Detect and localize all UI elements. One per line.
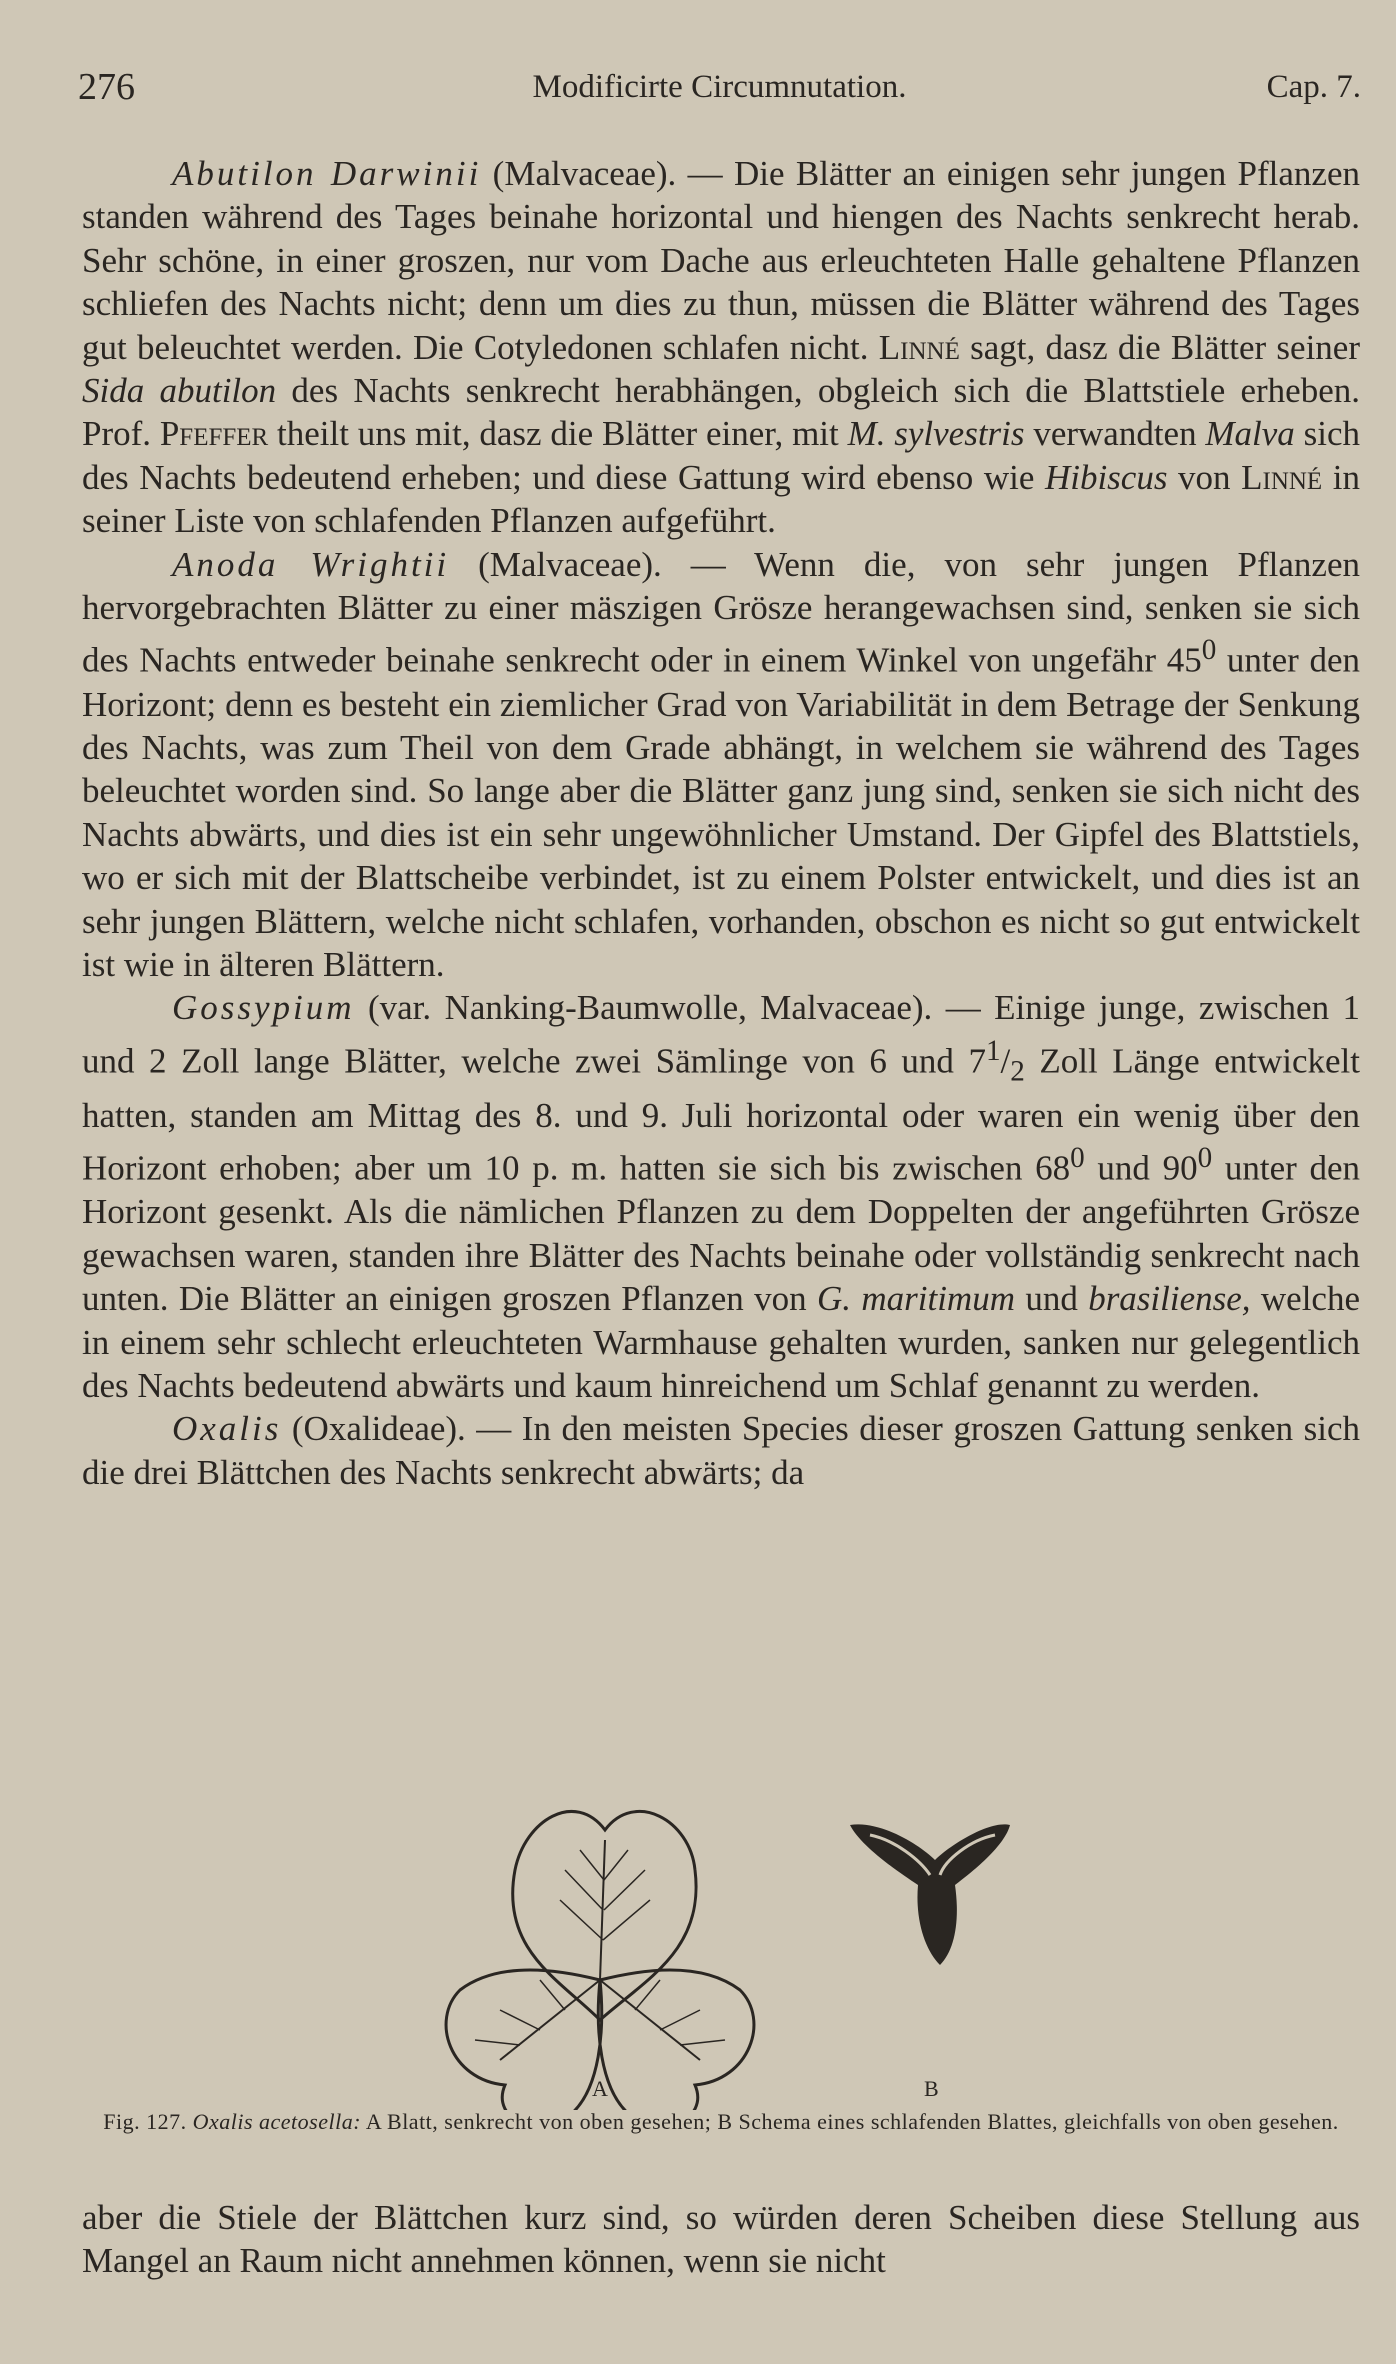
- species-name: brasiliense,: [1088, 1279, 1251, 1319]
- taxon-name: Oxalis: [172, 1409, 282, 1449]
- fraction-numerator: 1: [985, 1034, 1001, 1067]
- caption-text: A Blatt, senkrecht von oben gesehen; B Schema eines schlafenden Blattes, gleichfalls von oben gesehen.: [361, 2109, 1339, 2134]
- caption-species: Oxalis acetosella:: [192, 2109, 362, 2134]
- paragraph-abutilon: Abutilon Darwinii (Malvaceae). — Die Blätter an einigen sehr jungen Pflanzen standen während des Tages beinahe horizontal und hiengen des Nachts senkrecht herab. Sehr schöne, in einer groszen, nur vom Dache aus erleuchteten Halle gehaltene Pflanzen schliefen des Nachts nicht; denn um dies zu thun, müssen die Blätter während des Tages gut beleuchtet werden. Die Cotyledonen schlafen nicht. Linné sagt, dasz die Blätter seiner Sida abutilon des Nachts senkrecht herabhängen, obgleich sich die Blattstiele erheben. Prof. Pfeffer theilt uns mit, dasz die Blätter einer, mit M. sylvestris verwandten Malva sich des Nachts bedeutend erheben; und diese Gattung wird ebenso wie Hibiscus von Linné in seiner Liste von schlafenden Pflanzen aufgeführt.: [82, 154, 1361, 541]
- leaf-a-drawing: [446, 1811, 754, 2110]
- figure-label-a: A: [592, 2076, 608, 2101]
- paragraph-anoda: Anoda Wrightii (Malvaceae). — Wenn die, von sehr jungen Pflanzen hervorgebrachten Blätter zu einer mäszigen Grösze herangewachsen sind, senken sie sich des Nachts entweder beinahe senkrecht oder in einem Winkel von ungefähr $45^0$ unter den Horizont; denn es besteht ein ziemlicher Grad von Variabilität in dem Betrage der Senkung des Nachts, was zum Theil von dem Grade abhängt, in welchem sie während des Tages beleuchtet worden sind. So lange aber die Blätter ganz jung sind, senken sie sich nicht des Nachts abwärts, und dies ist ein sehr ungewöhnlicher Umstand. Der Gipfel des Blattstiels, wo er sich mit der Blattscheibe verbindet, ist zu einem Polster entwickelt, und dies ist an sehr jungen Blättern, welche nicht schlafen, vorhanden, obschon es nicht so gut entwickelt ist wie in älteren Blättern.: [82, 544, 1360, 984]
- degree-sign: 0: [1070, 1142, 1085, 1175]
- species-name: M. sylvestris: [847, 414, 1025, 454]
- figure-number: Fig. 127.: [103, 2109, 187, 2134]
- degree-sign: 0: [1197, 1142, 1213, 1175]
- degree-sign: 0: [1201, 634, 1217, 667]
- chapter-label: Cap. 7.: [1266, 69, 1361, 105]
- taxon-name: Abutilon Darwinii: [172, 154, 482, 193]
- body-text: [82, 152, 1360, 1494]
- page-number: 276: [78, 66, 135, 108]
- figure-caption: [82, 2108, 1360, 2136]
- figure-label-b: B: [924, 2076, 939, 2101]
- author-name: Linné: [1241, 457, 1323, 497]
- leaf-b-schema: [850, 1824, 1010, 1965]
- paragraph-gossypium: Gossypium (var. Nanking-Baumwolle, Malvaceae). — Einige junge, zwischen 1 und 2 Zoll lange Blätter, welche zwei Sämlinge von 6 und $7^1/_2$ Zoll Länge entwickelt hatten, standen am Mittag des 8. und 9. Juli horizontal oder waren ein wenig über den Horizont erhoben; aber um 10 p. m. hatten sie sich bis zwischen $68^0$ und $90^0$ unter den Horizont gesenkt. Als die nämlichen Pflanzen zu dem Doppelten der angeführten Grösze gewachsen waren, standen ihre Blätter des Nachts beinahe oder vollständig senkrecht nach unten. Die Blätter an einigen groszen Pflanzen von G. maritimum und brasiliense, welche in einem sehr schlecht erleuchteten Warmhause gehalten wurden, sanken nur gelegentlich des Nachts bedeutend abwärts und kaum hinreichend um Schlaf genannt zu werden.: [82, 988, 1361, 1405]
- genus-name: Malva: [1205, 414, 1295, 454]
- figure-127: [0, 1750, 1396, 2130]
- paragraph-oxalis: Oxalis (Oxalideae). — In den meisten Species dieser groszen Gattung senken sich die drei Blättchen des Nachts senkrecht abwärts; da: [82, 1409, 1360, 1492]
- species-name: G. maritimum: [816, 1279, 1015, 1319]
- genus-name: Hibiscus: [1044, 457, 1168, 497]
- taxon-name: Gossypium: [172, 988, 355, 1028]
- author-name: Linné: [878, 327, 960, 367]
- running-title: Modificirte Circumnutation.: [532, 69, 907, 105]
- body-text-continued: [82, 2196, 1360, 2283]
- oxalis-leaf-illustration: [0, 1750, 1396, 2110]
- running-header: [78, 62, 1361, 112]
- continuation-paragraph: aber die Stiele der Blättchen kurz sind, so würden deren Scheiben diese Stellung aus Mangel an Raum nicht annehmen können, wenn sie nicht: [82, 2198, 1360, 2281]
- author-name: Pfeffer: [159, 414, 269, 454]
- species-name: Sida abutilon: [82, 371, 277, 411]
- fraction-denominator: 2: [1010, 1055, 1025, 1088]
- taxon-name: Anoda Wrightii: [172, 544, 450, 584]
